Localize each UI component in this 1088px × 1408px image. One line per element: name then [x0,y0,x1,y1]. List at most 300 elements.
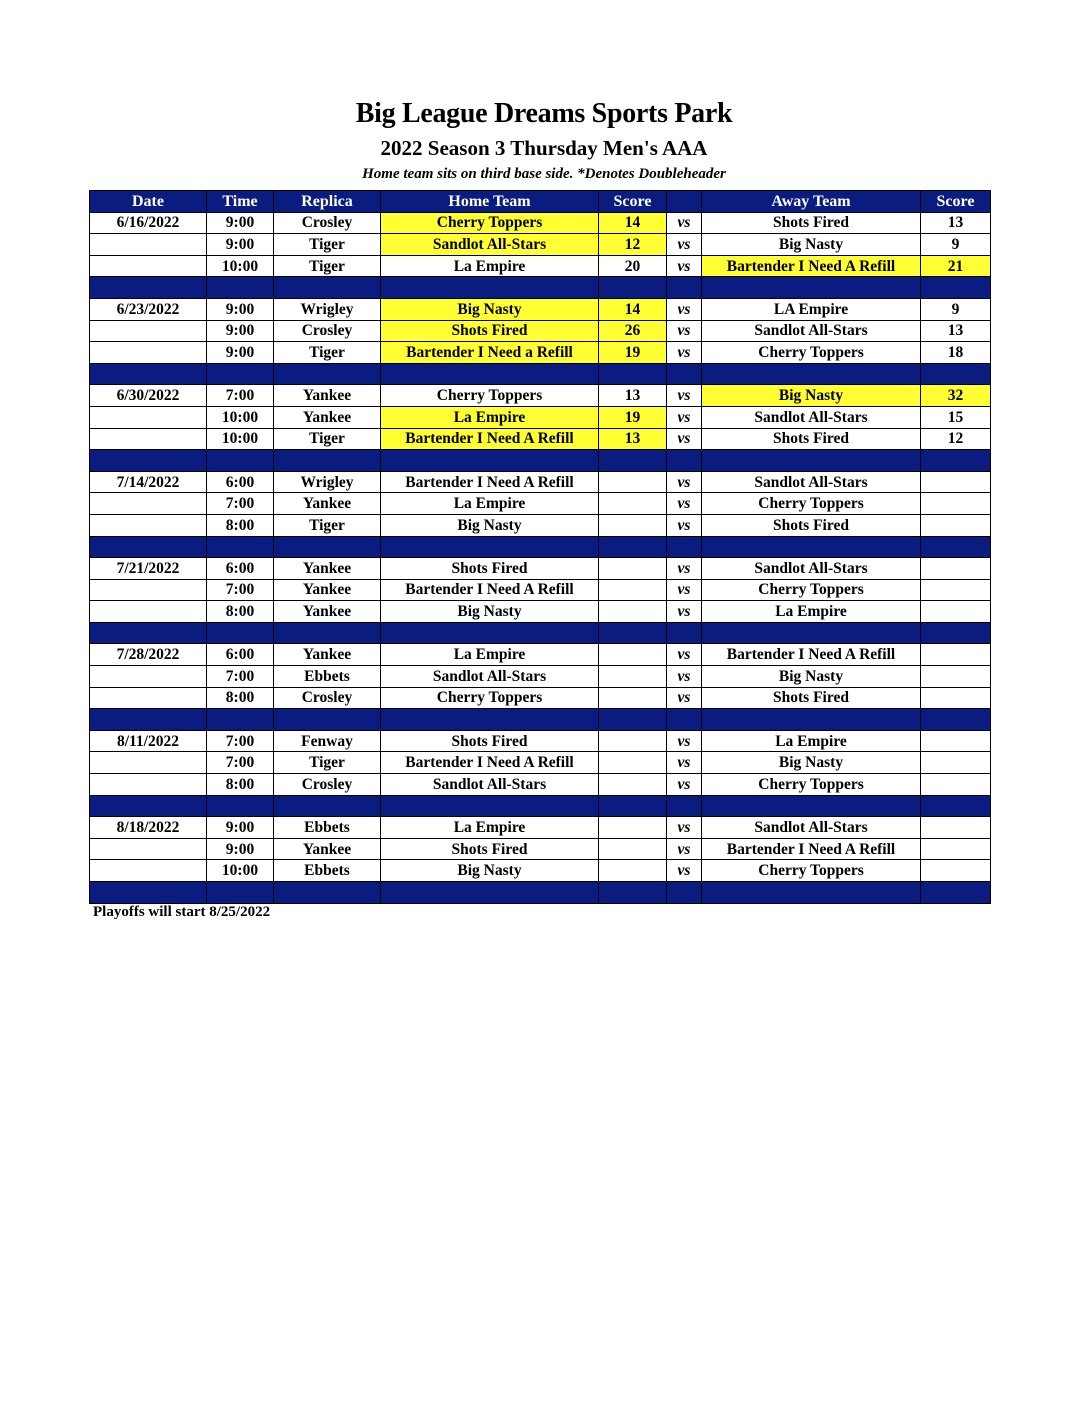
away-team-cell: La Empire [702,601,921,623]
away-score-cell [921,579,991,601]
home-score-cell: 13 [599,385,667,407]
replica-cell: Yankee [274,385,381,407]
away-team-cell: Cherry Toppers [702,860,921,882]
away-score-cell: 21 [921,255,991,277]
home-team-cell: La Empire [381,255,599,277]
separator-cell [667,363,702,385]
home-team-cell: La Empire [381,406,599,428]
separator-cell [381,882,599,904]
away-score-cell [921,752,991,774]
home-score-cell [599,601,667,623]
time-cell: 7:00 [207,579,274,601]
time-cell: 10:00 [207,406,274,428]
week-separator-row [90,622,991,644]
separator-cell [599,882,667,904]
time-cell: 9:00 [207,298,274,320]
week-separator-row [90,536,991,558]
away-score-cell: 9 [921,298,991,320]
home-score-cell [599,471,667,493]
header-row [90,191,991,213]
separator-cell [702,882,921,904]
away-score-cell [921,493,991,515]
home-team-cell: Bartender I Need A Refill [381,471,599,493]
separator-cell [921,709,991,731]
table-row [90,428,991,450]
time-cell: 9:00 [207,838,274,860]
home-score-cell: 14 [599,298,667,320]
away-team-cell: LA Empire [702,298,921,320]
away-team-cell: Sandlot All-Stars [702,558,921,580]
replica-cell: Yankee [274,838,381,860]
separator-cell [921,536,991,558]
vs-cell: vs [667,493,702,515]
home-score-cell: 14 [599,212,667,234]
away-team-cell: Cherry Toppers [702,579,921,601]
separator-cell [90,363,207,385]
separator-cell [667,277,702,299]
time-cell: 10:00 [207,255,274,277]
schedule-note: Home team sits on third base side. *Denotes Doubleheader [362,166,726,182]
table-row [90,687,991,709]
date-cell [90,860,207,882]
away-score-cell: 15 [921,406,991,428]
time-cell: 6:00 [207,644,274,666]
home-team-cell: Bartender I Need A Refill [381,579,599,601]
separator-cell [90,622,207,644]
vs-cell: vs [667,774,702,796]
home-score-cell: 13 [599,428,667,450]
vs-cell: vs [667,558,702,580]
away-score-cell: 18 [921,342,991,364]
separator-cell [207,622,274,644]
vs-cell: vs [667,406,702,428]
date-cell [90,320,207,342]
home-team-cell: Shots Fired [381,838,599,860]
time-cell: 9:00 [207,212,274,234]
vs-cell: vs [667,234,702,256]
date-cell [90,601,207,623]
replica-cell: Wrigley [274,471,381,493]
replica-cell: Yankee [274,579,381,601]
away-score-cell [921,471,991,493]
separator-cell [921,622,991,644]
time-cell: 7:00 [207,385,274,407]
time-cell: 6:00 [207,558,274,580]
separator-cell [667,536,702,558]
replica-cell: Ebbets [274,817,381,839]
away-team-cell: Sandlot All-Stars [702,817,921,839]
separator-cell [207,536,274,558]
table-row [90,406,991,428]
away-team-cell: Shots Fired [702,212,921,234]
date-cell [90,752,207,774]
table-row [90,471,991,493]
separator-cell [599,536,667,558]
replica-cell: Tiger [274,255,381,277]
date-cell: 6/30/2022 [90,385,207,407]
separator-cell [667,450,702,472]
home-score-cell: 26 [599,320,667,342]
week-separator-row [90,363,991,385]
away-team-cell: Big Nasty [702,234,921,256]
home-team-cell: Sandlot All-Stars [381,234,599,256]
date-cell: 7/14/2022 [90,471,207,493]
away-score-cell: 9 [921,234,991,256]
away-team-cell: Shots Fired [702,514,921,536]
replica-cell: Crosley [274,774,381,796]
away-score-cell [921,687,991,709]
separator-cell [381,450,599,472]
vs-cell: vs [667,255,702,277]
away-score-cell [921,730,991,752]
vs-cell: vs [667,666,702,688]
week-separator-row [90,450,991,472]
away-score-cell [921,774,991,796]
home-score-cell [599,558,667,580]
table-row [90,860,991,882]
away-score-cell: 32 [921,385,991,407]
separator-cell [207,363,274,385]
time-cell: 8:00 [207,601,274,623]
week-separator-row [90,709,991,731]
separator-cell [599,622,667,644]
separator-cell [599,277,667,299]
separator-cell [381,622,599,644]
date-cell: 7/28/2022 [90,644,207,666]
time-cell: 7:00 [207,666,274,688]
separator-cell [599,709,667,731]
home-score-cell: 12 [599,234,667,256]
separator-cell [667,622,702,644]
table-row [90,298,991,320]
vs-cell: vs [667,730,702,752]
separator-cell [921,363,991,385]
time-cell: 9:00 [207,234,274,256]
away-team-cell: Sandlot All-Stars [702,320,921,342]
replica-cell: Crosley [274,687,381,709]
separator-cell [274,536,381,558]
date-cell: 8/18/2022 [90,817,207,839]
separator-cell [702,795,921,817]
date-cell [90,579,207,601]
home-score-cell [599,493,667,515]
replica-cell: Yankee [274,406,381,428]
replica-cell: Tiger [274,752,381,774]
date-cell: 8/11/2022 [90,730,207,752]
replica-cell: Yankee [274,644,381,666]
separator-cell [702,536,921,558]
col-away-team: Away Team [702,191,921,213]
date-cell [90,428,207,450]
vs-cell: vs [667,687,702,709]
col-home-score: Score [599,191,667,213]
separator-cell [599,795,667,817]
replica-cell: Ebbets [274,860,381,882]
home-score-cell: 19 [599,406,667,428]
separator-cell [702,277,921,299]
home-team-cell: La Empire [381,644,599,666]
separator-cell [921,882,991,904]
home-team-cell: Shots Fired [381,320,599,342]
home-team-cell: Sandlot All-Stars [381,774,599,796]
away-team-cell: Cherry Toppers [702,493,921,515]
replica-cell: Yankee [274,493,381,515]
col-date: Date [90,191,207,213]
away-team-cell: Shots Fired [702,428,921,450]
home-team-cell: Bartender I Need A Refill [381,428,599,450]
table-row [90,730,991,752]
separator-cell [90,450,207,472]
away-score-cell: 13 [921,212,991,234]
replica-cell: Ebbets [274,666,381,688]
table-row [90,342,991,364]
separator-cell [207,450,274,472]
home-team-cell: La Empire [381,493,599,515]
date-cell [90,774,207,796]
replica-cell: Crosley [274,212,381,234]
date-cell [90,234,207,256]
replica-cell: Tiger [274,342,381,364]
time-cell: 7:00 [207,730,274,752]
date-cell [90,687,207,709]
home-score-cell [599,644,667,666]
separator-cell [274,277,381,299]
time-cell: 10:00 [207,428,274,450]
away-team-cell: Bartender I Need A Refill [702,644,921,666]
home-team-cell: Bartender I Need a Refill [381,342,599,364]
replica-cell: Tiger [274,514,381,536]
col-vs [667,191,702,213]
separator-cell [274,882,381,904]
separator-cell [207,277,274,299]
away-score-cell [921,601,991,623]
table-row [90,212,991,234]
vs-cell: vs [667,212,702,234]
away-team-cell: La Empire [702,730,921,752]
separator-cell [274,709,381,731]
replica-cell: Fenway [274,730,381,752]
date-cell [90,406,207,428]
vs-cell: vs [667,320,702,342]
replica-cell: Tiger [274,428,381,450]
vs-cell: vs [667,428,702,450]
separator-cell [274,450,381,472]
away-team-cell: Cherry Toppers [702,342,921,364]
away-team-cell: Big Nasty [702,385,921,407]
separator-cell [921,277,991,299]
time-cell: 8:00 [207,514,274,536]
away-score-cell [921,817,991,839]
table-row [90,234,991,256]
away-team-cell: Big Nasty [702,666,921,688]
table-row [90,514,991,536]
col-home-team: Home Team [381,191,599,213]
week-separator-row [90,277,991,299]
home-team-cell: Big Nasty [381,601,599,623]
table-row [90,752,991,774]
time-cell: 10:00 [207,860,274,882]
away-score-cell [921,838,991,860]
away-score-cell [921,644,991,666]
replica-cell: Yankee [274,558,381,580]
vs-cell: vs [667,860,702,882]
page-title: Big League Dreams Sports Park [355,98,733,129]
home-score-cell [599,730,667,752]
home-team-cell: Cherry Toppers [381,385,599,407]
away-score-cell [921,666,991,688]
table-row [90,666,991,688]
date-cell [90,255,207,277]
vs-cell: vs [667,298,702,320]
away-team-cell: Bartender I Need A Refill [702,255,921,277]
vs-cell: vs [667,342,702,364]
separator-cell [90,882,207,904]
separator-cell [921,450,991,472]
home-score-cell: 19 [599,342,667,364]
away-team-cell: Bartender I Need A Refill [702,838,921,860]
date-cell: 7/21/2022 [90,558,207,580]
vs-cell: vs [667,838,702,860]
replica-cell: Tiger [274,234,381,256]
separator-cell [90,795,207,817]
separator-cell [381,277,599,299]
table-row [90,385,991,407]
home-score-cell: 20 [599,255,667,277]
date-cell [90,342,207,364]
separator-cell [207,795,274,817]
vs-cell: vs [667,752,702,774]
home-score-cell [599,817,667,839]
replica-cell: Yankee [274,601,381,623]
separator-cell [207,882,274,904]
schedule-body [90,212,991,903]
separator-cell [921,795,991,817]
table-row [90,774,991,796]
separator-cell [381,536,599,558]
separator-cell [702,709,921,731]
date-cell: 6/16/2022 [90,212,207,234]
table-row [90,320,991,342]
table-row [90,644,991,666]
replica-cell: Wrigley [274,298,381,320]
separator-cell [90,536,207,558]
col-replica: Replica [274,191,381,213]
table-row [90,579,991,601]
page-subtitle: 2022 Season 3 Thursday Men's AAA [380,136,708,160]
schedule-table [89,190,991,904]
time-cell: 8:00 [207,774,274,796]
away-score-cell: 12 [921,428,991,450]
home-team-cell: Cherry Toppers [381,212,599,234]
home-team-cell: Big Nasty [381,860,599,882]
time-cell: 7:00 [207,752,274,774]
separator-cell [599,450,667,472]
date-cell [90,514,207,536]
vs-cell: vs [667,579,702,601]
home-team-cell: La Empire [381,817,599,839]
replica-cell: Crosley [274,320,381,342]
col-away-score: Score [921,191,991,213]
separator-cell [702,622,921,644]
home-team-cell: Shots Fired [381,558,599,580]
separator-cell [90,277,207,299]
separator-cell [381,709,599,731]
separator-cell [667,709,702,731]
separator-cell [702,450,921,472]
away-team-cell: Cherry Toppers [702,774,921,796]
separator-cell [381,363,599,385]
home-score-cell [599,514,667,536]
away-score-cell [921,558,991,580]
home-score-cell [599,860,667,882]
away-team-cell: Sandlot All-Stars [702,471,921,493]
separator-cell [667,795,702,817]
home-score-cell [599,774,667,796]
date-cell [90,666,207,688]
table-row [90,493,991,515]
date-cell [90,493,207,515]
away-score-cell: 13 [921,320,991,342]
vs-cell: vs [667,644,702,666]
time-cell: 7:00 [207,493,274,515]
vs-cell: vs [667,514,702,536]
table-row [90,601,991,623]
time-cell: 6:00 [207,471,274,493]
home-score-cell [599,687,667,709]
time-cell: 9:00 [207,817,274,839]
home-score-cell [599,752,667,774]
separator-cell [274,363,381,385]
separator-cell [702,363,921,385]
date-cell [90,838,207,860]
separator-cell [381,795,599,817]
time-cell: 9:00 [207,342,274,364]
vs-cell: vs [667,385,702,407]
separator-cell [599,363,667,385]
week-separator-row [90,795,991,817]
week-separator-row [90,882,991,904]
away-team-cell: Shots Fired [702,687,921,709]
home-score-cell [599,579,667,601]
home-score-cell [599,666,667,688]
table-row [90,558,991,580]
playoffs-note: Playoffs will start 8/25/2022 [93,904,271,920]
away-team-cell: Sandlot All-Stars [702,406,921,428]
separator-cell [90,709,207,731]
vs-cell: vs [667,601,702,623]
time-cell: 8:00 [207,687,274,709]
home-team-cell: Bartender I Need A Refill [381,752,599,774]
home-team-cell: Sandlot All-Stars [381,666,599,688]
table-row [90,255,991,277]
separator-cell [667,882,702,904]
vs-cell: vs [667,817,702,839]
separator-cell [207,709,274,731]
home-score-cell [599,838,667,860]
date-cell: 6/23/2022 [90,298,207,320]
away-team-cell: Big Nasty [702,752,921,774]
home-team-cell: Big Nasty [381,514,599,536]
home-team-cell: Cherry Toppers [381,687,599,709]
away-score-cell [921,860,991,882]
table-row [90,838,991,860]
home-team-cell: Big Nasty [381,298,599,320]
separator-cell [274,622,381,644]
separator-cell [274,795,381,817]
col-time: Time [207,191,274,213]
away-score-cell [921,514,991,536]
time-cell: 9:00 [207,320,274,342]
